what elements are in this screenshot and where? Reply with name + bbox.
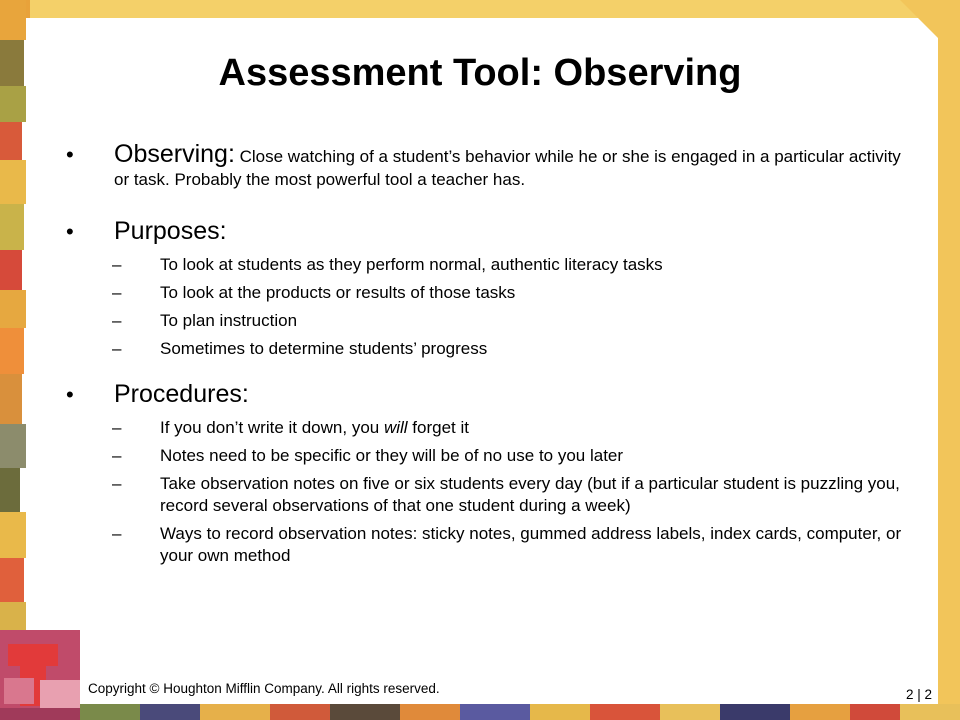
copyright-footer: Copyright © Houghton Mifflin Company. All rights reserved. <box>88 681 440 696</box>
slide-content <box>64 140 914 573</box>
list-item: – If you don’t write it down, you will forget it <box>112 418 469 437</box>
bullet-observing <box>64 140 914 191</box>
list-item: – Take observation notes on five or six students every day (but if a particular student is puzzling you, record several observations of that one student during a week) <box>112 474 900 515</box>
bullet-heading: Procedures: <box>114 380 249 408</box>
bullet-heading: Purposes: <box>114 217 227 245</box>
page-number: 2 | 2 <box>905 687 932 702</box>
bullet-marker: • <box>66 142 74 167</box>
top-decorative-strip <box>0 0 960 18</box>
list-item: – To look at the products or results of those tasks <box>112 283 516 302</box>
list-item: – To plan instruction <box>112 311 298 330</box>
bullet-heading: Observing: <box>114 140 235 168</box>
left-decorative-strip <box>0 0 28 720</box>
bullet-purposes <box>64 217 914 360</box>
slide-title: Assessment Tool: Observing <box>218 52 742 94</box>
list-item: – Notes need to be specific or they will be of no use to you later <box>112 446 624 465</box>
right-decorative-strip <box>938 0 960 720</box>
bottom-decorative-strip <box>0 704 960 720</box>
list-item: – Sometimes to determine students’ progress <box>112 339 488 358</box>
list-item: – To look at students as they perform normal, authentic literacy tasks <box>112 255 663 274</box>
bullet-marker: • <box>66 382 74 407</box>
bullet-procedures <box>64 380 914 567</box>
bullet-description: Close watching of a student’s behavior while he or she is engaged in a particular activity or task. Probably the most powerful tool a teacher has. <box>114 147 901 189</box>
purposes-list <box>62 254 914 360</box>
procedures-list <box>62 417 914 567</box>
top-right-corner-decoration <box>900 0 960 60</box>
bullet-marker: • <box>66 219 74 244</box>
list-item: – Ways to record observation notes: sticky notes, gummed address labels, index cards, computer, or your own method <box>112 524 902 565</box>
